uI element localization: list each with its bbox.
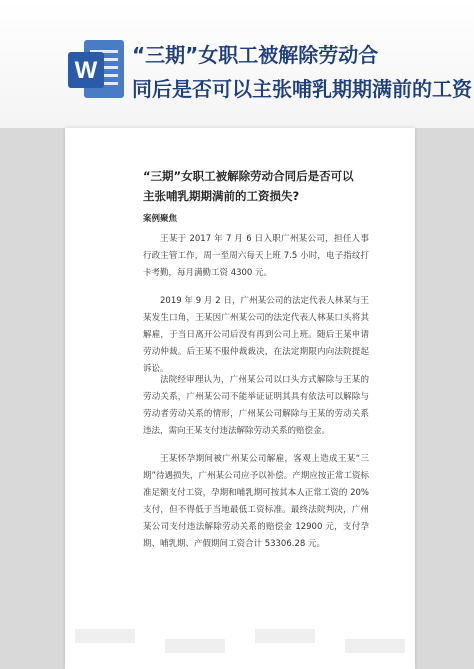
watermark-pattern	[65, 609, 415, 669]
paragraph-3: 法院经审理认为，广州某公司以口头方式解除与王某的劳动关系，广州某公司不能举证证明其具有依法可以解除与劳动者劳动关系的情形，广州某公司解除与王某的劳动关系违法，需向王某支付违法解除劳动关系的赔偿金。	[143, 375, 369, 436]
document-page	[65, 128, 415, 669]
paragraph-2: 2019 年 9 月 2 日，广州某公司的法定代表人林某与王某发生口角，王某因广州某公司的法定代表人林某口头将其解雇，于当日离开公司后没有再到公司上班。随后王某申请劳动仲裁。后王某不服仲裁裁决，在法定期限内向法院提起诉讼。	[143, 296, 369, 374]
paragraph-4: 王某怀孕期间被广州某公司解雇，客观上造成王某“三期”待遇损失，广州某公司应予以补偿。产期应按正常工资标准足额支付工资，孕期和哺乳期可按其本人正常工资的 20%支付，但不得低于当地最低工资标准。最终法院判决，广州某公司支付违法解除劳动关系的赔偿金 12900 元，支付孕期、哺乳期、产假期间工资合计 53306.28 元。	[143, 454, 369, 549]
banner	[0, 0, 474, 128]
paragraph-1: 王某于 2017 年 7 月 6 日入职广州某公司，担任人事行政主管工作，周一至周六每天上班 7.5 小时，电子指纹打卡考勤，每月满勤工资 4300 元。	[143, 234, 369, 278]
word-icon-letter: W	[74, 57, 98, 84]
word-icon	[66, 36, 126, 102]
banner-title-line-2: 同后是否可以主张哺乳期期满前的工资	[132, 77, 472, 101]
section-heading: 案例聚焦	[143, 214, 178, 224]
banner-title-line-1: “三期”女职工被解除劳动合	[132, 43, 379, 67]
banner-title	[132, 38, 474, 106]
document-title: “三期”女职工被解除劳动合同后是否可以主张哺乳期期满前的工资损失?	[143, 169, 354, 203]
